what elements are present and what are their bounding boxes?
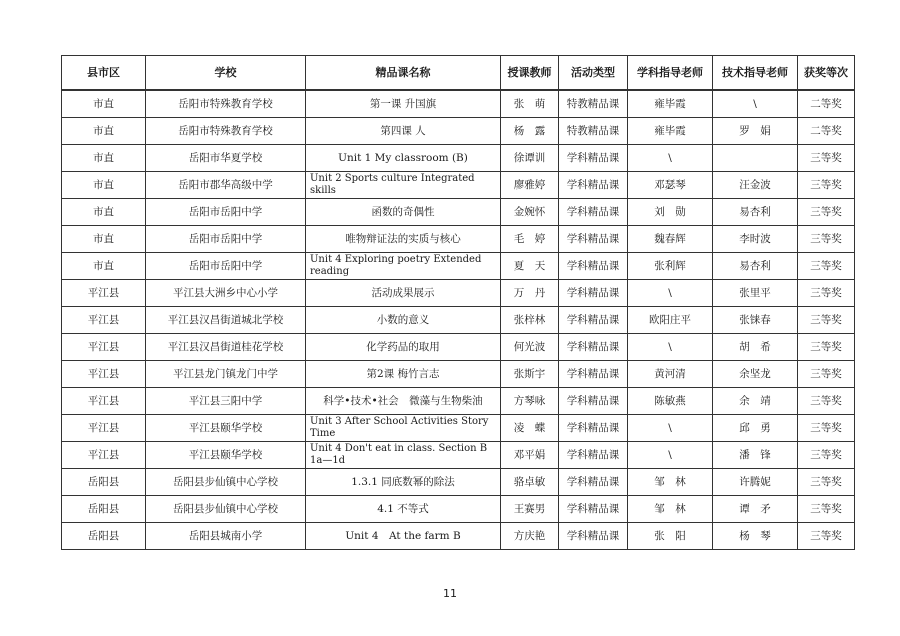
cell-tech-advisor: 李时波 — [713, 226, 798, 253]
cell-teacher: 张梓林 — [501, 307, 559, 334]
cell-teacher: 金婉怀 — [501, 199, 559, 226]
cell-district: 岳阳县 — [62, 469, 146, 496]
cell-award-level: 三等奖 — [798, 307, 855, 334]
cell-teacher: 张 萌 — [501, 90, 559, 118]
cell-district: 平江县 — [62, 442, 146, 469]
cell-school: 岳阳市岳阳中学 — [146, 226, 306, 253]
cell-activity-type: 学科精品课 — [559, 388, 628, 415]
cell-school: 岳阳县城南小学 — [146, 523, 306, 550]
cell-subject-advisor: \ — [628, 334, 713, 361]
cell-tech-advisor — [713, 145, 798, 172]
table-row — [62, 307, 855, 334]
cell-subject-advisor: 黄河清 — [628, 361, 713, 388]
table-row — [62, 145, 855, 172]
cell-award-level: 三等奖 — [798, 361, 855, 388]
table-row — [62, 496, 855, 523]
cell-subject-advisor: 陈敏燕 — [628, 388, 713, 415]
cell-tech-advisor: 易杏利 — [713, 253, 798, 280]
cell-activity-type: 学科精品课 — [559, 469, 628, 496]
cell-course-name: Unit 3 After School Activities Story Time — [306, 415, 501, 442]
cell-course-name: Unit 1 My classroom (B) — [306, 145, 501, 172]
header-district: 县市区 — [62, 56, 146, 91]
cell-teacher: 张斯宇 — [501, 361, 559, 388]
header-activity-type: 活动类型 — [559, 56, 628, 91]
header-school: 学校 — [146, 56, 306, 91]
cell-tech-advisor: 罗 娟 — [713, 118, 798, 145]
cell-subject-advisor: 邹 林 — [628, 469, 713, 496]
cell-course-name: 第四课 人 — [306, 118, 501, 145]
cell-school: 平江县龙门镇龙门中学 — [146, 361, 306, 388]
header-tech-advisor: 技术指导老师 — [713, 56, 798, 91]
cell-course-name: Unit 4 At the farm B — [306, 523, 501, 550]
cell-school: 岳阳市岳阳中学 — [146, 253, 306, 280]
cell-tech-advisor: 邱 勇 — [713, 415, 798, 442]
cell-subject-advisor: 张利辉 — [628, 253, 713, 280]
cell-course-name: 函数的奇偶性 — [306, 199, 501, 226]
table-row — [62, 118, 855, 145]
table-row — [62, 415, 855, 442]
cell-tech-advisor: \ — [713, 90, 798, 118]
table-row — [62, 253, 855, 280]
cell-district: 岳阳县 — [62, 523, 146, 550]
cell-school: 岳阳市特殊教育学校 — [146, 90, 306, 118]
cell-award-level: 三等奖 — [798, 199, 855, 226]
cell-school: 岳阳市岳阳中学 — [146, 199, 306, 226]
table-body — [62, 90, 855, 550]
cell-subject-advisor: 邓瑟琴 — [628, 172, 713, 199]
cell-school: 平江县颐华学校 — [146, 442, 306, 469]
cell-course-name: Unit 4 Don't eat in class. Section B 1a—1d — [306, 442, 501, 469]
cell-district: 市直 — [62, 253, 146, 280]
cell-subject-advisor: \ — [628, 145, 713, 172]
cell-district: 市直 — [62, 172, 146, 199]
table-row — [62, 523, 855, 550]
cell-course-name: 活动成果展示 — [306, 280, 501, 307]
cell-course-name: 科学•技术•社会 微藻与生物柴油 — [306, 388, 501, 415]
cell-district: 平江县 — [62, 415, 146, 442]
cell-award-level: 二等奖 — [798, 90, 855, 118]
cell-subject-advisor: 邹 林 — [628, 496, 713, 523]
cell-award-level: 二等奖 — [798, 118, 855, 145]
cell-subject-advisor: \ — [628, 280, 713, 307]
cell-award-level: 三等奖 — [798, 253, 855, 280]
cell-course-name: 第2课 梅竹言志 — [306, 361, 501, 388]
cell-award-level: 三等奖 — [798, 280, 855, 307]
cell-teacher: 徐谭训 — [501, 145, 559, 172]
cell-district: 市直 — [62, 118, 146, 145]
cell-subject-advisor: 张 阳 — [628, 523, 713, 550]
cell-activity-type: 学科精品课 — [559, 496, 628, 523]
cell-course-name: 第一课 升国旗 — [306, 90, 501, 118]
cell-tech-advisor: 杨 琴 — [713, 523, 798, 550]
cell-activity-type: 学科精品课 — [559, 442, 628, 469]
cell-tech-advisor: 张里平 — [713, 280, 798, 307]
header-subject-advisor: 学科指导老师 — [628, 56, 713, 91]
cell-award-level: 三等奖 — [798, 145, 855, 172]
table-row — [62, 469, 855, 496]
table-row — [62, 442, 855, 469]
cell-activity-type: 学科精品课 — [559, 415, 628, 442]
cell-school: 平江县三阳中学 — [146, 388, 306, 415]
cell-subject-advisor: 雍毕霞 — [628, 118, 713, 145]
cell-course-name: 化学药品的取用 — [306, 334, 501, 361]
cell-award-level: 三等奖 — [798, 442, 855, 469]
cell-activity-type: 学科精品课 — [559, 199, 628, 226]
cell-district: 平江县 — [62, 361, 146, 388]
cell-award-level: 三等奖 — [798, 496, 855, 523]
cell-teacher: 方琴咏 — [501, 388, 559, 415]
cell-tech-advisor: 余坚龙 — [713, 361, 798, 388]
cell-tech-advisor: 胡 希 — [713, 334, 798, 361]
cell-award-level: 三等奖 — [798, 523, 855, 550]
cell-district: 岳阳县 — [62, 496, 146, 523]
cell-activity-type: 学科精品课 — [559, 145, 628, 172]
cell-school: 平江县大洲乡中心小学 — [146, 280, 306, 307]
cell-subject-advisor: \ — [628, 442, 713, 469]
cell-tech-advisor: 谭 矛 — [713, 496, 798, 523]
cell-district: 平江县 — [62, 388, 146, 415]
cell-course-name: 1.3.1 同底数幂的除法 — [306, 469, 501, 496]
cell-activity-type: 学科精品课 — [559, 307, 628, 334]
cell-course-name: 4.1 不等式 — [306, 496, 501, 523]
table-row — [62, 90, 855, 118]
table-row — [62, 334, 855, 361]
cell-subject-advisor: 魏春辉 — [628, 226, 713, 253]
cell-tech-advisor: 潘 锋 — [713, 442, 798, 469]
cell-activity-type: 学科精品课 — [559, 226, 628, 253]
cell-school: 平江县汉昌街道城北学校 — [146, 307, 306, 334]
cell-district: 平江县 — [62, 307, 146, 334]
cell-subject-advisor: 雍毕霞 — [628, 90, 713, 118]
cell-course-name: Unit 4 Exploring poetry Extended reading — [306, 253, 501, 280]
cell-teacher: 万 丹 — [501, 280, 559, 307]
header-teacher: 授课教师 — [501, 56, 559, 91]
cell-activity-type: 学科精品课 — [559, 334, 628, 361]
cell-teacher: 夏 天 — [501, 253, 559, 280]
cell-tech-advisor: 汪金波 — [713, 172, 798, 199]
table-row — [62, 172, 855, 199]
cell-teacher: 王赛男 — [501, 496, 559, 523]
cell-district: 市直 — [62, 226, 146, 253]
table-row — [62, 226, 855, 253]
cell-subject-advisor: 刘 勋 — [628, 199, 713, 226]
cell-teacher: 何光波 — [501, 334, 559, 361]
cell-teacher: 骆卓敏 — [501, 469, 559, 496]
cell-school: 岳阳县步仙镇中心学校 — [146, 496, 306, 523]
awards-table — [61, 55, 855, 550]
cell-course-name: 小数的意义 — [306, 307, 501, 334]
table-header-row — [62, 56, 855, 91]
cell-activity-type: 学科精品课 — [559, 253, 628, 280]
cell-district: 市直 — [62, 199, 146, 226]
cell-award-level: 三等奖 — [798, 172, 855, 199]
cell-award-level: 三等奖 — [798, 388, 855, 415]
header-award-level: 获奖等次 — [798, 56, 855, 91]
cell-district: 市直 — [62, 90, 146, 118]
cell-tech-advisor: 张铼春 — [713, 307, 798, 334]
table-row — [62, 280, 855, 307]
cell-school: 岳阳市华夏学校 — [146, 145, 306, 172]
page-number: 11 — [443, 587, 457, 600]
cell-teacher: 邓平娟 — [501, 442, 559, 469]
cell-activity-type: 学科精品课 — [559, 523, 628, 550]
cell-district: 平江县 — [62, 280, 146, 307]
cell-award-level: 三等奖 — [798, 226, 855, 253]
table-row — [62, 361, 855, 388]
cell-activity-type: 学科精品课 — [559, 172, 628, 199]
cell-subject-advisor: 欧阳庄平 — [628, 307, 713, 334]
cell-award-level: 三等奖 — [798, 334, 855, 361]
cell-teacher: 方庆艳 — [501, 523, 559, 550]
table-row — [62, 388, 855, 415]
cell-award-level: 三等奖 — [798, 469, 855, 496]
header-course-name: 精品课名称 — [306, 56, 501, 91]
cell-school: 平江县颐华学校 — [146, 415, 306, 442]
cell-activity-type: 特教精品课 — [559, 90, 628, 118]
cell-teacher: 凌 蝶 — [501, 415, 559, 442]
cell-school: 岳阳市郡华高级中学 — [146, 172, 306, 199]
cell-school: 平江县汉昌街道桂花学校 — [146, 334, 306, 361]
cell-teacher: 毛 婷 — [501, 226, 559, 253]
table-row — [62, 199, 855, 226]
cell-school: 岳阳县步仙镇中心学校 — [146, 469, 306, 496]
cell-activity-type: 学科精品课 — [559, 280, 628, 307]
cell-teacher: 廖雅婷 — [501, 172, 559, 199]
cell-activity-type: 特教精品课 — [559, 118, 628, 145]
cell-teacher: 杨 露 — [501, 118, 559, 145]
cell-activity-type: 学科精品课 — [559, 361, 628, 388]
cell-tech-advisor: 易杏利 — [713, 199, 798, 226]
cell-course-name: 唯物辩证法的实质与核心 — [306, 226, 501, 253]
cell-subject-advisor: \ — [628, 415, 713, 442]
cell-award-level: 三等奖 — [798, 415, 855, 442]
cell-course-name: Unit 2 Sports culture Integrated skills — [306, 172, 501, 199]
cell-school: 岳阳市特殊教育学校 — [146, 118, 306, 145]
cell-tech-advisor: 许腾妮 — [713, 469, 798, 496]
cell-tech-advisor: 余 靖 — [713, 388, 798, 415]
cell-district: 市直 — [62, 145, 146, 172]
cell-district: 平江县 — [62, 334, 146, 361]
